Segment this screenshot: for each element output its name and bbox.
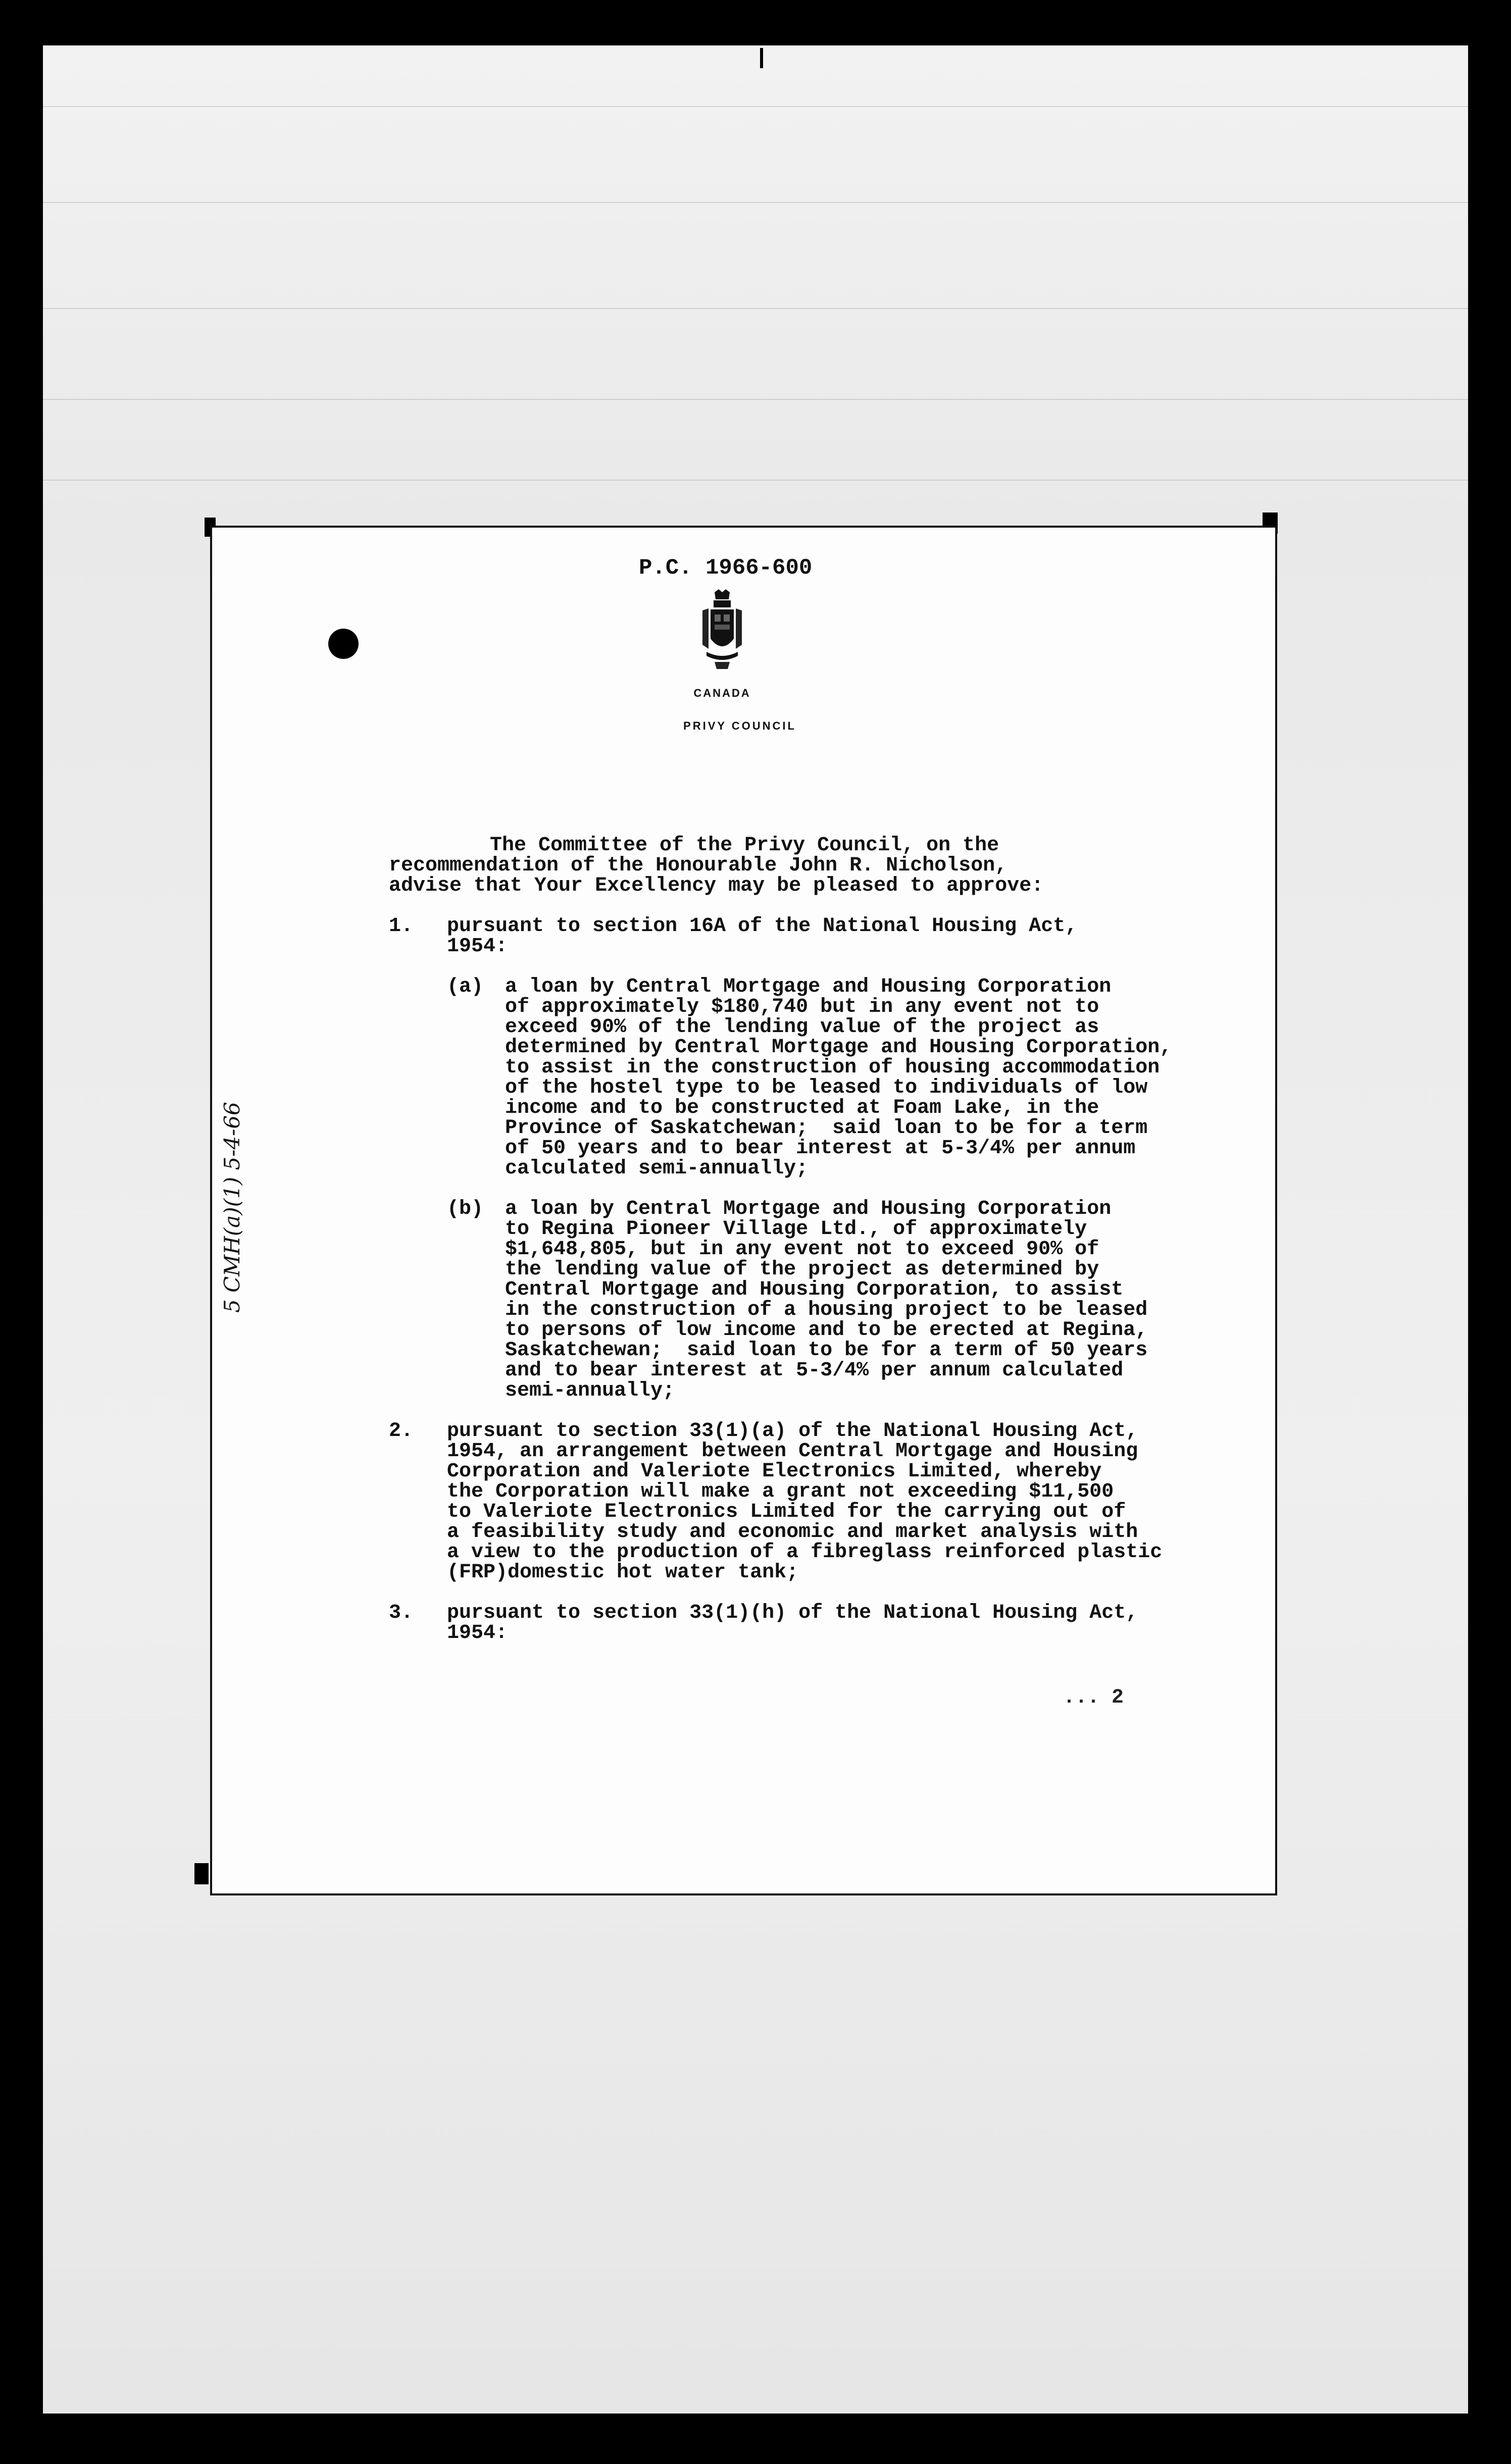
sub-item-line: income and to be constructed at Foam Lake, in the [505, 1097, 1099, 1119]
sub-item-line: the lending value of the project as determined by [505, 1258, 1099, 1281]
item-line: pursuant to section 16A of the National Housing Act, [447, 915, 1078, 938]
sub-item-line: $1,648,805, but in any event not to exceed 90% of [505, 1238, 1099, 1261]
sub-item-label: (b) [447, 1198, 484, 1220]
sub-item-line: Central Mortgage and Housing Corporation, to assist [505, 1278, 1124, 1301]
sub-item-line: Saskatchewan; said loan to be for a term of 50 years [505, 1339, 1148, 1362]
item-number: 2. [389, 1420, 414, 1443]
pc-number: P.C. 1966-600 [639, 555, 813, 581]
page-corner-mark [194, 1863, 209, 1884]
crest-council-label: PRIVY COUNCIL [683, 720, 796, 732]
intro-line: recommendation of the Honourable John R. Nicholson, [389, 854, 1008, 877]
sub-item-line: a loan by Central Mortgage and Housing Corporation [505, 976, 1112, 998]
film-mark [760, 48, 763, 68]
order-item [389, 1603, 1146, 1644]
order-item [389, 916, 1146, 957]
sub-item-line: to persons of low income and to be erected at Regina, [505, 1319, 1148, 1342]
item-line: a feasibility study and economic and market analysis with [447, 1521, 1138, 1544]
sub-item-line: to assist in the construction of housing accommodation [505, 1056, 1160, 1079]
item-line: a view to the production of a fibreglass reinforced plastic [447, 1541, 1163, 1564]
sub-item [447, 976, 1172, 1180]
scan-streak [43, 308, 1468, 309]
item-line: 1954, an arrangement between Central Mortgage and Housing [447, 1440, 1138, 1463]
continued-marker: ... 2 [1063, 1686, 1124, 1709]
item-line: Corporation and Valeriote Electronics Limited, whereby [447, 1460, 1102, 1483]
sub-item-line: a loan by Central Mortgage and Housing Corporation [505, 1198, 1112, 1220]
punch-hole [328, 629, 359, 659]
item-number: 3. [389, 1602, 414, 1624]
item-line: pursuant to section 33(1)(a) of the National Housing Act, [447, 1420, 1138, 1443]
scan-streak [43, 202, 1468, 203]
intro-line: The Committee of the Privy Council, on the [490, 834, 999, 857]
item-line: 1954: [447, 935, 508, 958]
sub-item-line: semi-annually; [505, 1379, 675, 1402]
scan-streak [43, 399, 1468, 400]
intro-line: advise that Your Excellency may be pleased to approve: [389, 875, 1044, 897]
scan-streak [43, 106, 1468, 107]
sub-item-line: Province of Saskatchewan; said loan to be for a term [505, 1117, 1148, 1140]
sub-item-label: (a) [447, 976, 484, 998]
coat-of-arms-icon [699, 588, 745, 674]
item-number: 1. [389, 915, 414, 938]
order-item [389, 1420, 1163, 1584]
item-line: (FRP)domestic hot water tank; [447, 1561, 799, 1584]
crest-country-label: CANADA [693, 687, 751, 699]
item-line: pursuant to section 33(1)(h) of the National Housing Act, [447, 1602, 1138, 1624]
sub-item-line: exceed 90% of the lending value of the project as [505, 1016, 1099, 1039]
sub-item-line: in the construction of a housing project to be leased [505, 1299, 1148, 1321]
sub-item-line: of approximately $180,740 but in any event not to [505, 996, 1099, 1018]
sub-item-line: of the hostel type to be leased to individuals of low [505, 1076, 1148, 1099]
sub-item-line: and to bear interest at 5-3/4% per annum calculated [505, 1359, 1124, 1382]
handwritten-margin-note: 5 CMH(a)(1) 5-4-66 [220, 1102, 244, 1313]
sub-item-line: of 50 years and to bear interest at 5-3/4% per annum [505, 1137, 1136, 1160]
scan-streak [43, 480, 1468, 481]
sub-item-line: to Regina Pioneer Village Ltd., of approximately [505, 1218, 1087, 1241]
sub-item [447, 1199, 1146, 1401]
item-line: the Corporation will make a grant not exceeding $11,500 [447, 1480, 1114, 1503]
order-body [389, 834, 1172, 1645]
item-line: 1954: [447, 1622, 508, 1645]
sub-item-line: calculated semi-annually; [505, 1157, 809, 1180]
sub-item-line: determined by Central Mortgage and Housing Corporation, [505, 1036, 1172, 1059]
item-line: to Valeriote Electronics Limited for the carrying out of [447, 1501, 1126, 1523]
